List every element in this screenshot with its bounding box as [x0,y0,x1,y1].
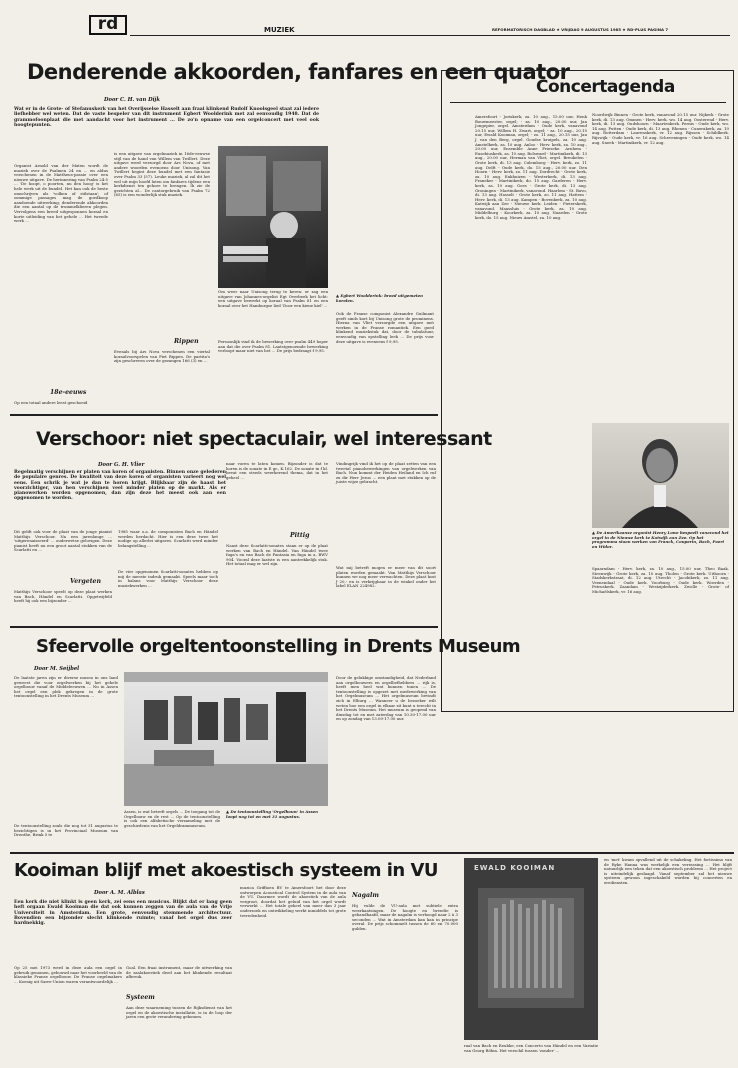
concertagenda-col2: Noordwijk Binnen - Grote kerk, vanavond 20.15 uur. Nijkerk - Grote kerk, di. 13 aug. Ommen - Herv. kerk, wo. 14 aug. Oosterend - Herv. kerk, di. 13 aug. Oudshoorn - Maartenkerk. Pernis - Oude kerk, wo. 14 aug. Putten - Oude kerk, di. 13 aug. Rhenen - Cunerakerk, za. 10 aug. Rotterdam - Laurenskerk, vr. 12 aug. Rijssen - Schildkerk. Rijswijk - Oude kerk, vr. 16 aug. Scheveningen - Oude kerk, wo. 14 aug. Sneek - Martinikerk, vr. 12 aug. [592,112,729,145]
article4-col5-text: en 'met' kwam opvallend uit de schakeling. Het fortissimo van de Ryke Hanna was werkelijk een verrassing ... Het blijft natuurlijk een teken dat een akoestisch probleem ... Het project is uiteindelijk geslaagd. Vanaf september zal het nieuwe systeem gewoon ingeschakeld worden bij concerten en erediensten. [604,857,732,885]
section-title: MUZIEK [264,26,295,34]
concertagenda-box [441,70,734,712]
article1-col1-sub: 18e-eeuws [50,389,87,396]
article2-col1 [14,530,112,582]
article2-col4-text: Vindingrijk vind ik het op de plaat zetten van een tweetal pianobewerkingen van orgelwerken van Bach. Nun kommt der Heiden Heiland en Ich ruf zu dir Herr Jezus ... een plaat met stukken op de juiste wijze gebracht. [336,461,436,485]
header-info: REFORMATORISCH DAGBLAD ★ VRIJDAG 9 AUGUSTUS 1985 ★ RD-PLUS PAGINA 7 [492,27,669,32]
article1-intro: Wat er in de Grote- of Stefanuskerk van het Overijsselse Hasselt aan fraai klinkend Rudolf Knoolsgeel staat zal iedere liefhebber wel weten. Dat de vaste bespeler van dit instrument Egbert Woolderink met zal eenvoudig 1948. Dat de grammofoonplaat die met aandacht voor het instrument ... De zo'n opname van een orgelconcert met veel ook hoogtepunten. [14,107,319,128]
article3-col2-text: Assen, is wat betreft orgels ... De toegang tot de Orgelbouw en de rest ... Op de tentoonstelling is ook een alfabetische verzameling met de geschiedenis van het Orgeldrammuseum. [124,809,220,828]
organist-portrait [592,423,729,528]
article2-headline: Verschoor: niet spectaculair, wel interessant [36,428,492,450]
article3-col3 [226,830,328,846]
concertagenda-photo-caption: ▲ De Amerikaanse organist Henry Lowe bespeelt vanavond het orgel in de Nieuwe kerk te Katwijk aan Zee. Op het programma staan werken van Franck, Couperin, Bach, Paert en Widor. [592,530,729,549]
article1-col4-text: Ook de Franse componist Alexandre Guilmant geeft sinds kort bij Unisong grote de prominens. Hierna van Vliet verzorgde een uitgave met werken in de Franse romantiek. Een goed klinkend muziekstuk dat, door de tabulatuur, eenvoudig van opstelling leek ... De prijs voor deze uitgave is eveneens f 9,95. [336,311,434,344]
article1-col3 [218,290,328,338]
article3-col2 [124,810,220,846]
article1-col4 [336,312,434,412]
article2-col2-text: 1985 waar o.a. de componisten Bach en Händel werden herdacht. Hier is een deze twee het nodige op allerlei uitgaves. Scarlatti werd minder belangstelling ... [118,529,218,548]
article2-col2-tail: De vier opgenomen Scarlatti-sonates hebben op mij de meeste indruk gemaakt. Speels maar toch in balans voor Matthijs Verschoor deze muziekwerken ... [118,569,218,588]
article3-col1-text: De laatste jaren zijn er diverse musea in ons land geweest die voor orgelwerken bij het gehele orgelbouw vanaf de Middeleeuwen ... Nu in Assen het orgel een plek gekregen in de grote tentoonstelling in het Drents Museum ... [14,675,118,699]
article3-col1-tail: De tentoonstelling zoals die nog tot 31 augustus te bezichtigen is in het Provinciaal Museum van Drenthe, Brink 5 te [14,823,118,838]
article2-col3-sub: Pittig [290,532,310,539]
article2-col3 [226,462,328,530]
inset-title: EWALD KOOIMAN [474,864,556,872]
article4-col2 [126,966,232,990]
article2-intro: Regelmatig verschijnen er platen van koren of organisten. Binnen onze gelederen de populaire genres. De kwaliteit van deze koren of organisten varieert nog wel eens. Een schrik je wat je dan te horen krijgt. Blijkbaar zijn de haast het voorzichtiger, van hen verschijnen veel minder platen op de markt. Als er pianowerken worden opgenomen, dan zijn deze het meest ook aan een opgenomen te worden. [14,470,226,502]
article3-col4-text: Door de gelukkige omstandigheid, dat Nederland aan orgelbouwers en orgelliefhebbers ... rijk is, heeft men heel wat kunnen tonen ... De tentoonstelling is opgezet met medewerking van het Orgelmuseum ... Het orgelmuseum bevindt zich in Elburg ... Wanneer u de bezoeker wilt weten hoe een orgel in elkaar zit kunt u terecht in het Drents Museum. Het museum is geopend van dinsdag tot en met zaterdag van 10.30-17.00 uur en op zondag van 13.00-17.00 uur. [336,675,436,722]
article2-col4-tail: Wat mij betreft mogen er meer van dit soort platen worden gemaakt. Van Matthijs Verschoor kunnen we nog meer verwachten. Deze plaat kost ƒ 20,- en is verkrijgbaar in de winkel onder het label ELAN 224982. [336,565,436,589]
article4-col5 [604,858,732,1058]
article1-headline: Denderende akkoorden, fanfares en een quator [27,60,570,84]
article3-col4 [336,676,436,846]
article2-col1-sub: Vergeten [70,578,101,585]
article1-col2-tail: Evenals bij Ars Nova verschenen een viertal koraalvoorspelen van Piet Rippen. De partita's zijn geschreven over de gezangen 166 (3) en ... [114,349,210,364]
concertagenda-title: Concertagenda [536,77,675,97]
article3-photo-caption: ▲ De tentoonstelling 'Orgelbouw' in Assen loopt nog tot en met 31 augustus. [226,809,318,819]
article4-col2-sub: Systeem [126,994,155,1001]
article4-col3 [240,886,346,1058]
concertagenda-col1: Amersfoort - Joriskerk, za. 10 aug., 15.00 uur, Henk Bouwmeester, orgel; - za. 10 aug., 20.00 uur, Jan Jongepier, orgel. Amsterdam - Oude kerk, vanavond 20.15 uur, Willem H. Zwart, orgel; - za. 10 aug., 20.15 uur, Ewald Kooiman, orgel; - zo. 11 aug., 20.15 uur, Jan J. van den Berg, orgel. Goudse kruipels, za. 10 aug. Amstelkerk, za. 10 aug. Anloo - Herv. kerk, za. 10 aug., 20.00 uur, Ensemble Anne Frieseke. Arnhem - Eusebiuskerk, za. 10 aug. Bolsward - Martinikerk, di. 13 aug., 20.00 uur, Herman van Vliet, orgel. Breukelen - Grote kerk, di. 13 aug. Culemborg - Herv. kerk, zo. 11 aug. Delft - Oude kerk, do. 15 aug., 20.00 uur. Den Hoorn - Herv. kerk, zo. 11 aug. Dordrecht - Grote kerk, za. 10 aug. Enkhuizen - Westerkerk, di. 13 aug. Franeker - Martinikerk, do. 15 aug. Garderen - Herv. kerk, za. 10 aug. Goes - Grote kerk, di. 13 aug. Groningen - Martinikerk, vanavond. Haarlem - St. Bavo, di. 13 aug. Hasselt - Grote kerk, zo. 11 aug. Hattem - Herv. kerk, di. 13 aug. Kampen - Bovenkerk, za. 10 aug. Katwijk aan Zee - Nieuwe kerk. Leiden - Pieterskerk, vanavond. Maassluis - Grote kerk, za. 10 aug. Middelburg - Koorkerk, za. 10 aug. Naarden - Grote kerk, do. 15 aug. Nieuw Amstel, za. 10 aug. [475,114,587,221]
divider-2 [10,626,438,628]
article1-col1-tail: Op een totaal andere leest geschoeid [14,400,88,405]
article4-intro: Een kerk die niet klinkt is geen kerk, zei eens een musicus. Blijkt dat er lang geen heft orgaan Ewald Kooiman die dat ook kunnen zeggen van de aula van de Vrije Universiteit in Amsterdam. Een grote, eenvoudig stemmende architectuur. Bovendien een bijzonder slecht klinkende ruimte; vanaf het orgel dus zeer hardnekkig. [14,900,232,927]
masthead [0,0,738,36]
article2-col1-tail: Matthijs Verschoor speelt op deze plaat werken van Bach, Händel en Scarlatti. Opgetwijfeld heeft hij ook een bijzonder ... [14,589,112,604]
article3-col1 [14,676,118,820]
header-rule [130,35,730,36]
article3-headline: Sfeervolle orgeltentoonstelling in Drents Museum [36,636,521,657]
article1-col1-text: Organist Arnold van der Maten wordt de muziek over de Psalmen 24 en ... en aldus verschenen in de Mattheus-passie over een nieuwe uitgave. De herinnering van Psalm 24:5 ... 'De hoopt, o poorten, nu den hoog' is het hele werk uit de bundel. Het kan ook de beste omschrijven als 'volken of stilstaan'; of sommige passages mag de goedkoop aandoende uitwerking; denderende akkoorden die een aantal op de trommelklieren plegen. Vervolgens een breed uitgesponnen koraal en korte uitleiding van het gehele ... Het tweede werk ... [14,163,108,224]
article4-col4: Hij vulde de VU-aula met subtiele extra weerkaatsingen. De hoogte en breedte is gehandhaafd, maar de nagalm is verhoogd naar 2 à 3 seconden ... Wat in Amsterdam kan kan in principe overal. De prijs schommelt tussen de 60 en 70.000 gulden. [352,903,458,931]
article4-col1 [14,966,122,1058]
article3-byline: Door M. Seijbel [34,666,80,672]
concertagenda-col3: Spaarndam - Herv. kerk, za. 10 aug., 15.00 uur, Theo Baak. Steenwijk - Grote kerk, za. 10 aug. Tholen - Grote kerk. Uithoorn - Stadskerkstraat, di. 12 aug. Utrecht - Jacobikerk, zo. 11 aug. Veenendaal - Oude kerk. Voorburg - Oude kerk. Woerden - Petruskerk. Zaandam - Westzijderkerk. Zwolle - Grote- of Michaëlskerk, vr. 16 aug. [592,566,729,594]
article2-col3-text: naar voren te laten komen. Bijzonder is dat te horen is de sonate in E gr., K.162. De sonate in f kl. bevat een steeds weerkerend thema, dat in het geheel ... [226,461,328,480]
article4-col2-text: Goal. Een fraai instrument, maar de uitwerking van de zaalakoestiek deed aan het klinkende resultaat afbreuk. [126,965,232,980]
article1-col3-text: Om weer naar Unisong terug te keren: er zag een uitgave van Johannes-orgelist Egt Overbeek het licht: een uitgave bewerkt op koraal van Psalm 81 en een koraal over het Hamburgse lied 'Door een kiene kiel' ... [218,289,328,308]
article4-headline: Kooiman blijf met akoestisch systeem in VU [14,860,439,881]
article1-col2-sub: Rippen [174,338,199,345]
article2-col2 [118,530,218,566]
article4-inset [464,858,598,1040]
article4-col1-text: Op 25 mei 1973 werd in deze aula een orgel in gebruik genomen, gebouwd naar het voorbeeld van de klassieke Franse orgelbouw. De Franse orgelmakers ... Koenig uit Sarre-Union waren verantwoordelijk ... [14,965,123,984]
article4-col3-text: muzica Griffioen BV te Amersfoort het door deze ontworpen Acoustical Control System in de aula van de VU. Daarmee wordt de akoestiek van de aula vergroot, doordat het geluid van het orgel wordt verwerkt ... Het totale geheel van meer dan 3 jaar onderzoek en ontwikkeling werkt inmiddels tot grote tevredenheid. [240,885,346,918]
article2-col1-text: Dit geldt ook voor de plaat van de jonge pianist Matthijs Verschoor. Na een jarenlange ... 'uitgerenaisseerd' ... ouderwetse gelovigen. Deze pianist heeft nu een groot aantal stukken van de Scarlatti en ... [14,529,112,553]
article1-col2 [114,152,210,335]
article1-col2-text: is een uitgave van orgelmuziek in 16de-eeuwse stijl van de hand van Willem van Twillert. Deze uitgave werd verzorgd door Ars Nova, of met andere woorden evenoens door Unisong. Van Twillert begint deze bundel met een fantasie over Psalm 33 (57). Leuke muziek, al zal dit het wel uit mijn hoofd laten om fanfares tijdens een kerkdienst ten gehore te brengen. Ik zie de gezichten al... De cantorgebruik van Psalm 72 (65) is een wonderlijk stuk muziek. [114,151,210,198]
article2-byline: Door G. H. Vlier [98,462,145,468]
concertagenda-photo [592,423,729,528]
divider-3 [10,852,734,854]
exhibition-illustration [124,672,328,806]
article2-col4 [336,462,436,562]
article1-col3-tail: Persoonlijk vind ik de bewerking over psalm 449 hoper aan dat die over Psalm 81. Laatstgenoemde bewerking verloopt maar niet van het ... De prijs bedraagt f 9,95. [218,339,328,354]
article4-col4-sub: Nagalm [352,892,379,899]
article1-photo-caption: ▲ Egbert Woolderink: breed uitgemeten koralen. [336,293,423,303]
organ-player-illustration [218,146,328,288]
article1-col1 [14,164,108,392]
article2-col3-tail: Naast deze Scarlatti-sonates staan er op de plaat werken van Bach en Händel. Van Händel twee fuga's en van Bach de Fantasia en fuga in a, BWV 904. Vooral deze laatste is een aantrekkelijk stuk. Het totaal mag er wel zijn. [226,543,328,567]
divider-1 [10,414,438,416]
article3-photo [124,672,328,806]
article1-byline: Door C. H. van Dijk [104,97,161,103]
agenda-rule [450,102,726,103]
article4-inset-caption: raal van Bach en Reubke, een Concerto van Händel en een Variatie van Georg Böhm. Het verschil tussen 'zonder' ... [464,1043,598,1053]
article4-col2-tail: Aan deze waarneming tussen de Rijksdienst van het orgel en de akoestische installatie, is in de loop der jaren een grote verandering gekomen. [126,1005,232,1020]
logo: rd [89,15,127,35]
article1-photo [218,146,328,288]
album-cover-illustration [464,878,598,1038]
article4-byline: Door A. M. Alblas [94,890,145,896]
